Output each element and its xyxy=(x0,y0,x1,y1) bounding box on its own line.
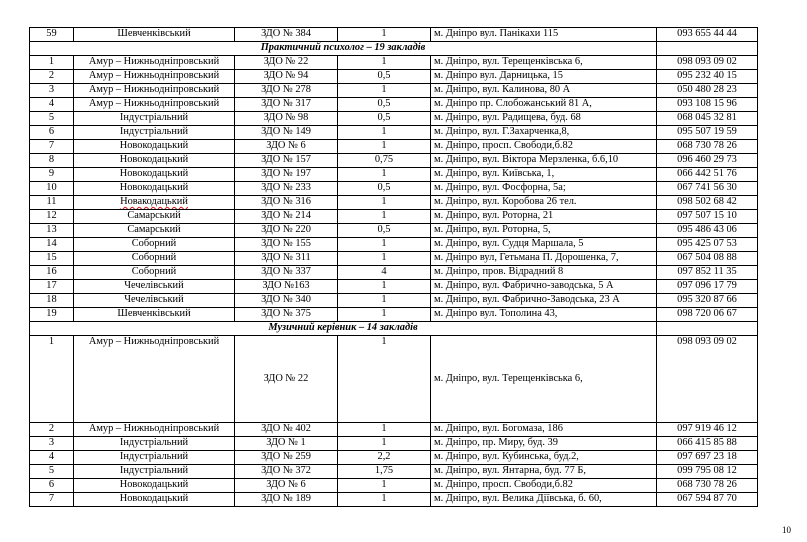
rate-cell: 0,5 xyxy=(338,224,431,238)
row-number: 11 xyxy=(30,196,74,210)
institution-cell: ЗДО № 340 xyxy=(235,294,338,308)
section-empty-cell xyxy=(657,42,758,56)
phone-cell: 096 460 29 73 xyxy=(657,154,758,168)
institution-cell: ЗДО № 375 xyxy=(235,308,338,322)
row-number: 9 xyxy=(30,168,74,182)
phone-cell: 095 232 40 15 xyxy=(657,70,758,84)
table-row xyxy=(30,423,758,437)
district-cell: Самарський xyxy=(74,224,235,238)
phone-cell: 097 852 11 35 xyxy=(657,266,758,280)
rate-cell: 1 xyxy=(338,437,431,451)
rate-cell: 1,75 xyxy=(338,465,431,479)
row-number: 2 xyxy=(30,423,74,437)
row-number: 6 xyxy=(30,126,74,140)
institution-cell: ЗДО № 6 xyxy=(235,479,338,493)
rate-cell: 1 xyxy=(338,168,431,182)
phone-cell: 050 480 28 23 xyxy=(657,84,758,98)
row-number: 13 xyxy=(30,224,74,238)
section-title-music: Музичний керівник – 14 закладів xyxy=(30,322,657,336)
institution-cell: ЗДО №163 xyxy=(235,280,338,294)
institution-cell: ЗДО № 157 xyxy=(235,154,338,168)
section-header-row xyxy=(30,42,758,56)
district-cell: Амур – Нижньодніпровський xyxy=(74,336,235,423)
institution-cell: ЗДО № 149 xyxy=(235,126,338,140)
institution-cell: ЗДО № 155 xyxy=(235,238,338,252)
rate-cell: 1 xyxy=(338,238,431,252)
phone-cell: 067 741 56 30 xyxy=(657,182,758,196)
table-row xyxy=(30,479,758,493)
row-number: 7 xyxy=(30,493,74,507)
table-row xyxy=(30,28,758,42)
district-cell: Амур – Нижньодніпровський xyxy=(74,70,235,84)
address-cell: м. Дніпро, вул. Велика Діївська, б. 60, xyxy=(431,493,657,507)
table-row xyxy=(30,266,758,280)
row-number: 1 xyxy=(30,336,74,423)
institution-cell: ЗДО № 317 xyxy=(235,98,338,112)
rate-cell: 4 xyxy=(338,266,431,280)
rate-cell: 0,5 xyxy=(338,182,431,196)
rate-cell: 1 xyxy=(338,423,431,437)
address-cell: м. Дніпро, просп. Свободи,б.82 xyxy=(431,140,657,154)
address-cell: м. Дніпро вул. Тополина 43, xyxy=(431,308,657,322)
institution-cell: ЗДО № 384 xyxy=(235,28,338,42)
district-cell: Індустріальний xyxy=(74,112,235,126)
rate-cell: 0,5 xyxy=(338,98,431,112)
address-cell: м. Дніпро, вул. Калинова, 80 А xyxy=(431,84,657,98)
table-row xyxy=(30,182,758,196)
district-cell: Соборний xyxy=(74,252,235,266)
page-number: 10 xyxy=(782,525,791,535)
table-row xyxy=(30,154,758,168)
phone-cell: 095 507 19 59 xyxy=(657,126,758,140)
district-cell: Індустріальний xyxy=(74,126,235,140)
rate-cell: 1 xyxy=(338,196,431,210)
table-row xyxy=(30,294,758,308)
institution-cell: ЗДО № 22 xyxy=(235,336,338,423)
row-number: 15 xyxy=(30,252,74,266)
rate-cell: 1 xyxy=(338,210,431,224)
address-cell: м. Дніпро, вул. Київська, 1, xyxy=(431,168,657,182)
institution-cell: ЗДО № 337 xyxy=(235,266,338,280)
section-title-psychologist: Практичний психолог – 19 закладів xyxy=(30,42,657,56)
institution-cell: ЗДО № 1 xyxy=(235,437,338,451)
row-number: 4 xyxy=(30,98,74,112)
institutions-table xyxy=(29,27,758,507)
address-cell: м. Дніпро, пр. Миру, буд. 39 xyxy=(431,437,657,451)
district-cell: Новокодацький xyxy=(74,493,235,507)
district-cell: Індустріальний xyxy=(74,451,235,465)
row-number: 7 xyxy=(30,140,74,154)
rate-cell: 1 xyxy=(338,140,431,154)
phone-cell: 097 697 23 18 xyxy=(657,451,758,465)
phone-cell: 098 093 09 02 xyxy=(657,56,758,70)
table-row xyxy=(30,238,758,252)
row-number: 3 xyxy=(30,84,74,98)
rate-cell: 1 xyxy=(338,280,431,294)
district-cell: Новокодацький xyxy=(74,168,235,182)
table-row xyxy=(30,168,758,182)
row-number: 59 xyxy=(30,28,74,42)
district-cell: Амур – Нижньодніпровський xyxy=(74,98,235,112)
address-cell: м. Дніпро, вул. Фосфорна, 5а; xyxy=(431,182,657,196)
rate-cell: 1 xyxy=(338,336,431,423)
phone-cell: 095 486 43 06 xyxy=(657,224,758,238)
district-cell: Новокодацький xyxy=(74,479,235,493)
phone-cell: 068 730 78 26 xyxy=(657,479,758,493)
phone-cell: 098 720 06 67 xyxy=(657,308,758,322)
district-cell: Новокодацький xyxy=(74,154,235,168)
row-number: 6 xyxy=(30,479,74,493)
phone-cell: 093 655 44 44 xyxy=(657,28,758,42)
rate-cell: 2,2 xyxy=(338,451,431,465)
address-cell: м. Дніпро вул, Гетьмана П. Дорошенка, 7, xyxy=(431,252,657,266)
table-row xyxy=(30,56,758,70)
address-cell: м. Дніпро, вул. Фабрично-заводська, 5 А xyxy=(431,280,657,294)
phone-cell: 066 442 51 76 xyxy=(657,168,758,182)
phone-cell: 098 093 09 02 xyxy=(657,336,758,423)
phone-cell: 098 502 68 42 xyxy=(657,196,758,210)
rate-cell: 1 xyxy=(338,252,431,266)
district-cell: Соборний xyxy=(74,238,235,252)
phone-cell: 095 320 87 66 xyxy=(657,294,758,308)
row-number: 4 xyxy=(30,451,74,465)
district-cell: Соборний xyxy=(74,266,235,280)
address-cell: м. Дніпро, вул. Радищева, буд. 68 xyxy=(431,112,657,126)
section-header-row xyxy=(30,322,758,336)
rate-cell: 1 xyxy=(338,479,431,493)
phone-cell: 099 795 08 12 xyxy=(657,465,758,479)
institution-cell: ЗДО № 98 xyxy=(235,112,338,126)
district-cell: Новокодацький xyxy=(74,182,235,196)
address-cell: м. Дніпро, вул. Янтарна, буд. 77 Б, xyxy=(431,465,657,479)
phone-cell: 097 919 46 12 xyxy=(657,423,758,437)
rate-cell: 1 xyxy=(338,28,431,42)
institution-cell: ЗДО № 220 xyxy=(235,224,338,238)
rate-cell: 1 xyxy=(338,493,431,507)
phone-cell: 067 594 87 70 xyxy=(657,493,758,507)
table-row xyxy=(30,126,758,140)
address-cell: м. Дніпро, вул. Терещенківська 6, xyxy=(431,336,657,423)
phone-cell: 067 504 08 88 xyxy=(657,252,758,266)
address-cell: м. Дніпро вул. Дарницька, 15 xyxy=(431,70,657,84)
table-row xyxy=(30,451,758,465)
phone-cell: 066 415 85 88 xyxy=(657,437,758,451)
table-row xyxy=(30,112,758,126)
table-row xyxy=(30,224,758,238)
address-cell: м. Дніпро, вул. Роторна, 5, xyxy=(431,224,657,238)
row-number: 2 xyxy=(30,70,74,84)
rate-cell: 1 xyxy=(338,56,431,70)
institution-cell: ЗДО № 372 xyxy=(235,465,338,479)
institution-cell: ЗДО № 402 xyxy=(235,423,338,437)
address-cell: м. Дніпро, вул. Г.Захарченка,8, xyxy=(431,126,657,140)
row-number: 14 xyxy=(30,238,74,252)
row-number: 12 xyxy=(30,210,74,224)
district-cell: Шевченківський xyxy=(74,308,235,322)
table-row xyxy=(30,210,758,224)
row-number: 10 xyxy=(30,182,74,196)
table-row xyxy=(30,308,758,322)
table-row xyxy=(30,196,758,210)
phone-cell: 095 425 07 53 xyxy=(657,238,758,252)
address-cell: м. Дніпро, просп. Свободи,б.82 xyxy=(431,479,657,493)
district-cell xyxy=(74,196,235,210)
table-row xyxy=(30,98,758,112)
rate-cell: 0,75 xyxy=(338,154,431,168)
district-cell: Шевченківський xyxy=(74,28,235,42)
institution-cell: ЗДО № 197 xyxy=(235,168,338,182)
district-cell: Новокодацький xyxy=(74,140,235,154)
row-number: 8 xyxy=(30,154,74,168)
phone-cell: 068 730 78 26 xyxy=(657,140,758,154)
district-cell: Амур – Нижньодніпровський xyxy=(74,423,235,437)
address-cell: м. Дніпро, вул. Фабрично-Заводська, 23 А xyxy=(431,294,657,308)
institution-cell: ЗДО № 233 xyxy=(235,182,338,196)
rate-cell: 1 xyxy=(338,84,431,98)
phone-cell: 093 108 15 96 xyxy=(657,98,758,112)
table-row xyxy=(30,437,758,451)
district-cell: Амур – Нижньодніпровський xyxy=(74,84,235,98)
institution-cell: ЗДО № 94 xyxy=(235,70,338,84)
district-cell: Індустріальний xyxy=(74,437,235,451)
institution-cell: ЗДО № 259 xyxy=(235,451,338,465)
table-row xyxy=(30,493,758,507)
row-number: 1 xyxy=(30,56,74,70)
district-cell: Індустріальний xyxy=(74,465,235,479)
address-cell: м. Дніпро, вул. Судця Маршала, 5 xyxy=(431,238,657,252)
institution-cell: ЗДО № 189 xyxy=(235,493,338,507)
district-cell: Чечелівський xyxy=(74,294,235,308)
row-number: 5 xyxy=(30,465,74,479)
table-row xyxy=(30,336,758,423)
institution-cell: ЗДО № 316 xyxy=(235,196,338,210)
table-body xyxy=(30,28,758,507)
spellcheck-underline: Новакодацький xyxy=(120,196,188,207)
district-cell: Чечелівський xyxy=(74,280,235,294)
phone-cell: 097 507 15 10 xyxy=(657,210,758,224)
address-cell: м. Дніпро, вул. Віктора Мерзленка, б.6,10 xyxy=(431,154,657,168)
table-row xyxy=(30,280,758,294)
rate-cell: 1 xyxy=(338,126,431,140)
phone-cell: 068 045 32 81 xyxy=(657,112,758,126)
table-row xyxy=(30,84,758,98)
address-cell: м. Дніпро, пров. Відрадний 8 xyxy=(431,266,657,280)
rate-cell: 1 xyxy=(338,294,431,308)
row-number: 17 xyxy=(30,280,74,294)
institution-cell: ЗДО № 22 xyxy=(235,56,338,70)
section-empty-cell xyxy=(657,322,758,336)
district-cell: Амур – Нижньодніпровський xyxy=(74,56,235,70)
row-number: 18 xyxy=(30,294,74,308)
institution-cell: ЗДО № 214 xyxy=(235,210,338,224)
table-row xyxy=(30,70,758,84)
address-cell: м. Дніпро, вул. Роторна, 21 xyxy=(431,210,657,224)
address-cell: м. Дніпро, вул. Коробова 26 тел. xyxy=(431,196,657,210)
institution-cell: ЗДО № 278 xyxy=(235,84,338,98)
address-cell: м. Дніпро вул. Панікахи 115 xyxy=(431,28,657,42)
address-cell: м. Дніпро, вул. Богомаза, 186 xyxy=(431,423,657,437)
address-cell: м. Дніпро, вул. Терещенківська 6, xyxy=(431,56,657,70)
table-row xyxy=(30,252,758,266)
table-row xyxy=(30,140,758,154)
row-number: 16 xyxy=(30,266,74,280)
institution-cell: ЗДО № 311 xyxy=(235,252,338,266)
table-row xyxy=(30,465,758,479)
rate-cell: 1 xyxy=(338,308,431,322)
row-number: 5 xyxy=(30,112,74,126)
rate-cell: 0,5 xyxy=(338,112,431,126)
row-number: 19 xyxy=(30,308,74,322)
institution-cell: ЗДО № 6 xyxy=(235,140,338,154)
phone-cell: 097 096 17 79 xyxy=(657,280,758,294)
address-cell: м. Дніпро пр. Слобожанський 81 А, xyxy=(431,98,657,112)
address-cell: м. Дніпро, вул. Кубинська, буд.2, xyxy=(431,451,657,465)
rate-cell: 0,5 xyxy=(338,70,431,84)
row-number: 3 xyxy=(30,437,74,451)
district-cell: Самарський xyxy=(74,210,235,224)
